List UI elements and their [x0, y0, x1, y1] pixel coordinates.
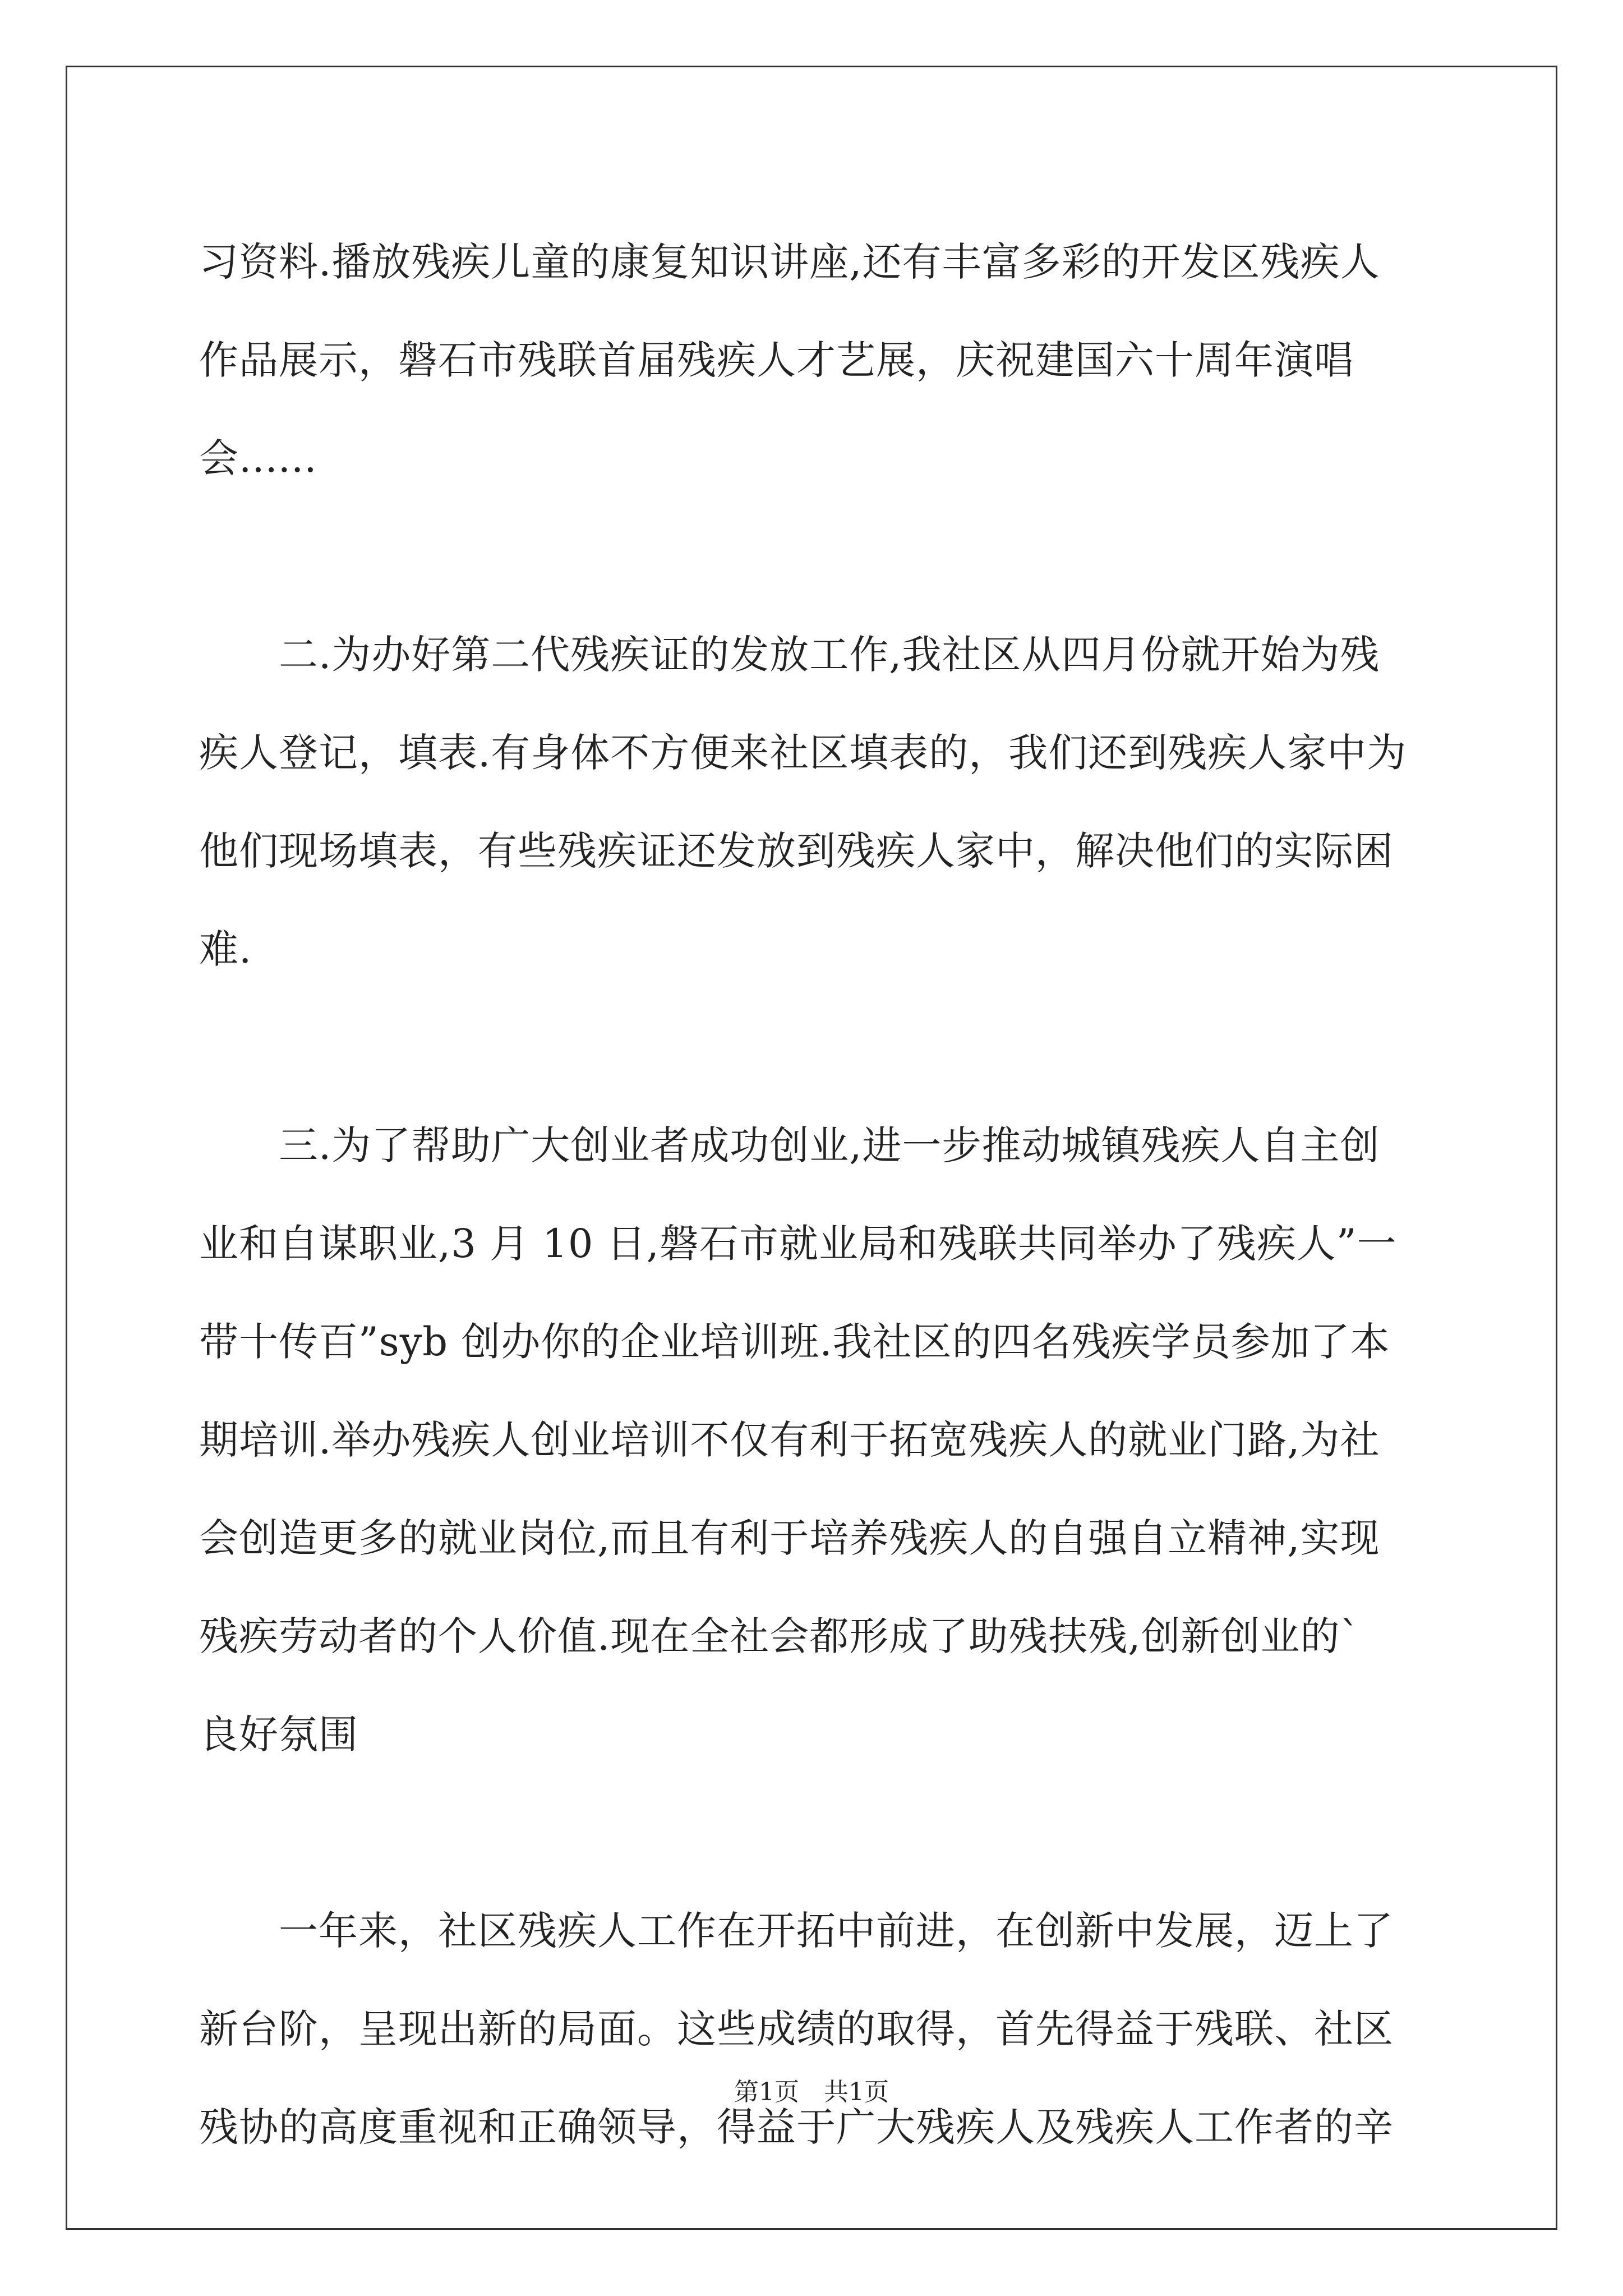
text-line: 习资料.播放残疾儿童的康复知识讲座,还有丰富多彩的开发区残疾人 — [199, 239, 1380, 285]
text-line: 残协的高度重视和正确领导，得益于广大残疾人及残疾人工作者的辛 — [199, 2104, 1394, 2150]
text-line: 带十传百”syb 创办你的企业培训班.我社区的四名残疾学员参加了本 — [199, 1319, 1390, 1365]
text-line: 作品展示，磐石市残联首届残疾人才艺展，庆祝建国六十周年演唱 — [199, 337, 1354, 383]
text-line: 残疾劳动者的个人价值.现在全社会都形成了助残扶残,创新创业的` — [199, 1613, 1361, 1659]
text-line: 会...... — [199, 435, 317, 481]
text-line: 疾人登记，填表.有身体不方便来社区填表的，我们还到残疾人家中为 — [199, 730, 1407, 776]
page-number-footer: 第1页 共1页 — [734, 2078, 889, 2106]
text-line: 良好氛围 — [199, 1711, 358, 1757]
paragraph-gap — [199, 999, 1430, 1097]
text-line: 期培训.举办残疾人创业培训不仅有利于拓宽残疾人的就业门路,为社 — [199, 1417, 1380, 1463]
paragraph-gap — [199, 1784, 1430, 1882]
text-line: 三.为了帮助广大创业者成功创业,进一步推动城镇残疾人自主创 — [199, 1122, 1380, 1168]
text-line: 会创造更多的就业岗位,而且有利于培养残疾人的自强自立精神,实现 — [199, 1515, 1380, 1561]
text-line: 业和自谋职业,3 月 10 日,磐石市就业局和残联共同举办了残疾人”一 — [199, 1221, 1397, 1267]
text-line: 他们现场填表，有些残疾证还发放到残疾人家中，解决他们的实际困 — [199, 828, 1394, 874]
text-line: 二.为办好第二代残疾证的发放工作,我社区从四月份就开始为残 — [199, 632, 1380, 678]
text-line: 新台阶，呈现出新的局面。这些成绩的取得，首先得益于残联、社区 — [199, 2006, 1394, 2052]
paragraph-gap — [199, 508, 1430, 606]
document-body — [199, 213, 1430, 2177]
text-line: 难. — [199, 926, 252, 972]
text-line: 一年来，社区残疾人工作在开拓中前进，在创新中发展，迈上了 — [199, 1908, 1394, 1954]
